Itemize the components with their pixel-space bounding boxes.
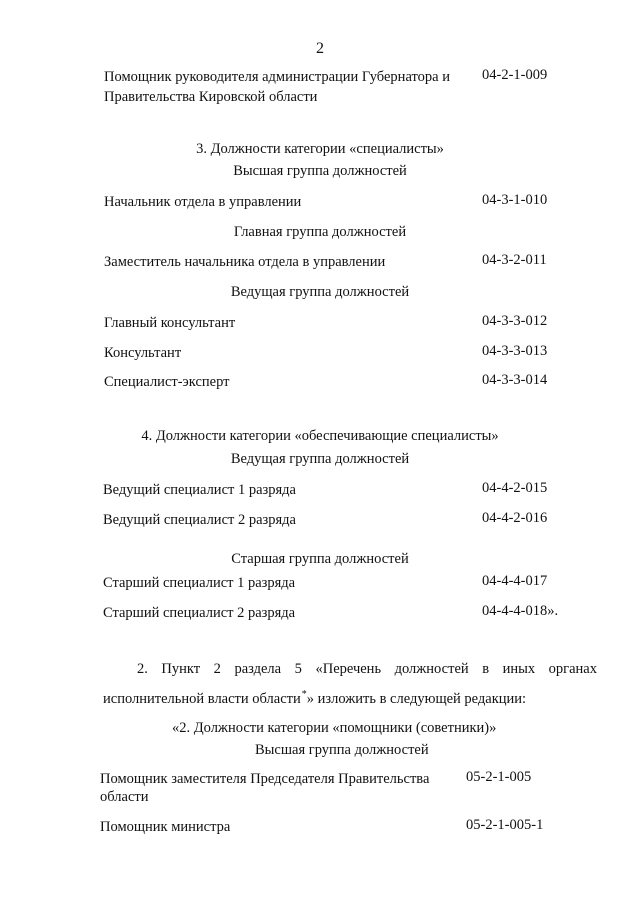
position-name: Заместитель начальника отдела в управлении <box>104 254 386 270</box>
position-code: 04-3-3-014 <box>482 372 548 388</box>
group-heading: Главная группа должностей <box>233 224 407 240</box>
position-code: 04-4-2-016 <box>482 510 548 526</box>
position-code: 05-2-1-005 <box>466 769 532 785</box>
paragraph-line <box>103 684 526 710</box>
footnote-mark: * <box>301 689 307 700</box>
paragraph-text: исполнительной власти области <box>103 690 301 707</box>
position-name: Специалист-эксперт <box>104 374 230 390</box>
group-heading: Высшая группа должностей <box>255 742 429 758</box>
position-name: Главный консультант <box>104 315 236 331</box>
position-name: Консультант <box>104 345 182 361</box>
position-code: 04-3-1-010 <box>482 192 548 208</box>
section-title: 4. Должности категории «обеспечивающие специалисты» <box>141 428 499 444</box>
paragraph-text: » изложить в следующей редакции: <box>306 690 527 707</box>
position-code: 04-4-4-018». <box>482 603 559 619</box>
position-code: 05-2-1-005-1 <box>466 817 544 833</box>
position-name: Ведущий специалист 1 разряда <box>103 482 296 498</box>
group-heading: Ведущая группа должностей <box>230 284 410 300</box>
position-code: 04-3-3-012 <box>482 313 548 329</box>
position-code: 04-2-1-009 <box>482 67 548 83</box>
position-name: Помощник министра <box>100 819 231 835</box>
paragraph-line: 2. Пункт 2 раздела 5 «Перечень должностей в иных органах <box>137 661 597 677</box>
position-name-continued: области <box>100 789 149 805</box>
section-title: 3. Должности категории «специалисты» <box>196 141 444 157</box>
page-number: 2 <box>316 40 324 57</box>
group-heading: Ведущая группа должностей <box>230 451 410 467</box>
position-code: 04-3-2-011 <box>482 252 547 268</box>
group-heading: Высшая группа должностей <box>233 163 407 179</box>
position-name: Ведущий специалист 2 разряда <box>103 512 296 528</box>
position-name: Старший специалист 2 разряда <box>103 605 296 621</box>
position-name: Помощник руководителя администрации Губернатора и <box>104 69 450 85</box>
position-name: Начальник отдела в управлении <box>104 194 302 210</box>
position-name-continued: Правительства Кировской области <box>104 89 318 105</box>
section-title: «2. Должности категории «помощники (советники)» <box>172 720 497 736</box>
position-code: 04-3-3-013 <box>482 343 548 359</box>
position-code: 04-4-2-015 <box>482 480 548 496</box>
position-name: Старший специалист 1 разряда <box>103 575 296 591</box>
group-heading: Старшая группа должностей <box>231 551 409 567</box>
position-name: Помощник заместителя Председателя Правительства <box>100 771 430 787</box>
position-code: 04-4-4-017 <box>482 573 548 589</box>
